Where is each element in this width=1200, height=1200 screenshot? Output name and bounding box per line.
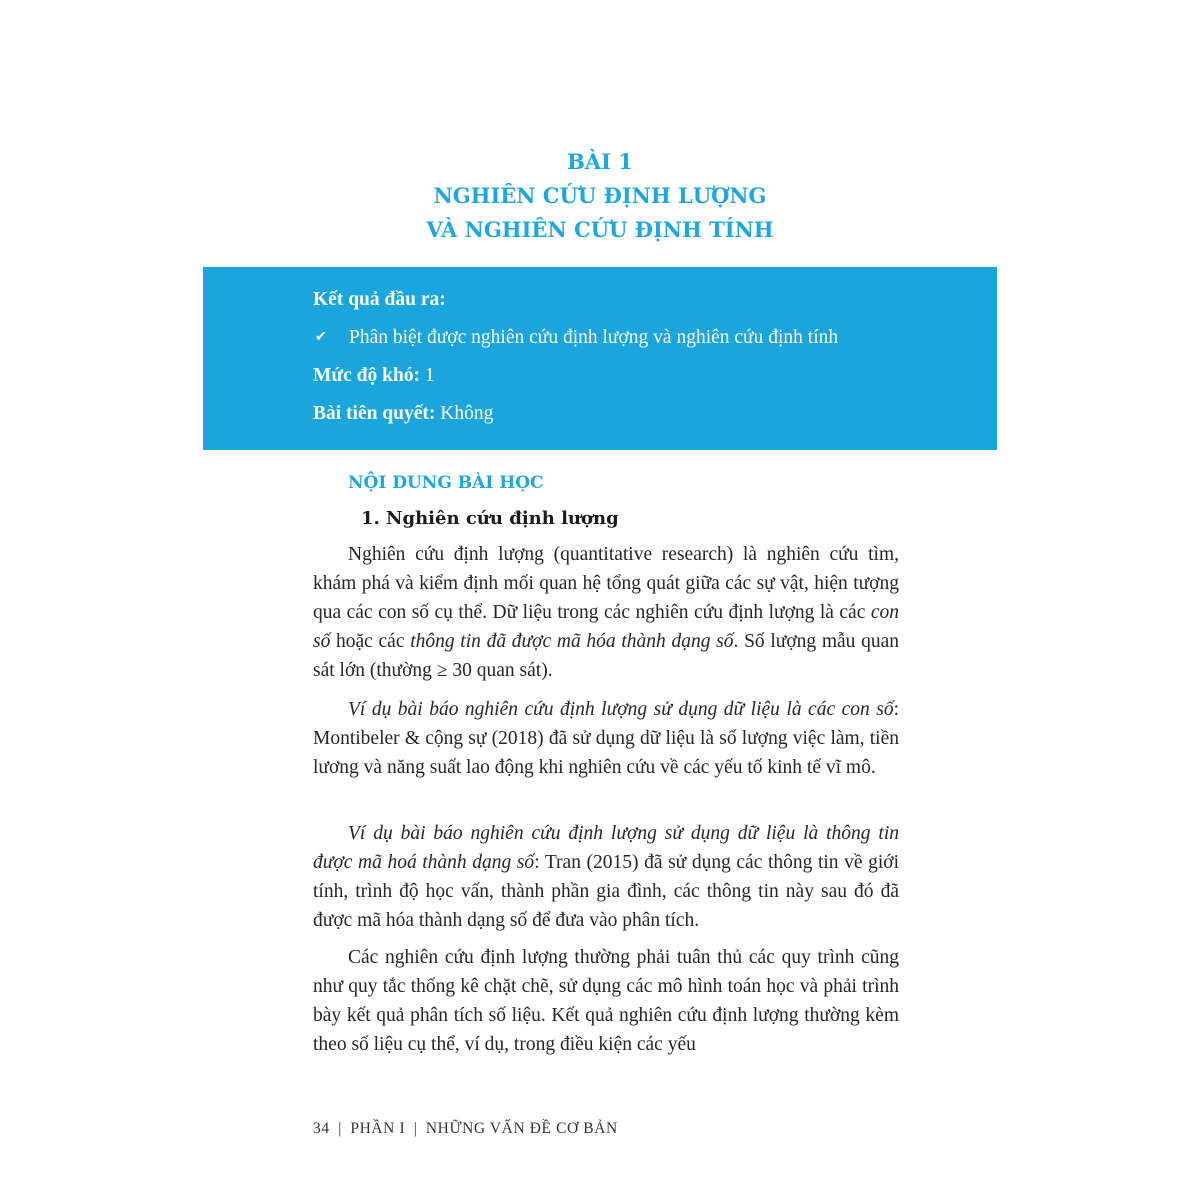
outcome-item	[313, 325, 997, 363]
page-number: 34	[313, 1120, 330, 1137]
paragraph-1-italic-d: thông tin đã được mã hóa thành dạng số	[410, 631, 734, 652]
paragraph-1-italic-b: con số	[313, 602, 899, 652]
lesson-title	[0, 145, 1200, 247]
paragraph-1-text-e: . Số lượng mẫu quan sát lớn (thường ≥ 30 quan sát).	[313, 631, 900, 681]
lesson-number: BÀI 1	[567, 149, 633, 174]
footer-separator-2: |	[413, 1120, 418, 1137]
footer-part-title: NHỮNG VẤN ĐỀ CƠ BẢN	[425, 1120, 618, 1137]
paragraph-3-text: : Tran (2015) đã sử dụng các thông tin về giới tính, trình độ học vấn, thành phần gia đình, các thông tin này sau đó đã được mã hóa thành dạng số để đưa vào phân tích.	[313, 852, 899, 931]
difficulty-label: Mức độ khó:	[313, 365, 421, 386]
difficulty-row	[313, 363, 997, 401]
lesson-title-line-1: NGHIÊN CỨU ĐỊNH LƯỢNG	[433, 183, 767, 208]
footer-separator-1: |	[338, 1120, 342, 1137]
paragraph-1	[313, 540, 899, 685]
prerequisite-label: Bài tiên quyết:	[313, 403, 436, 424]
paragraph-3-italic: Ví dụ bài báo nghiên cứu định lượng sử dụng dữ liệu là thông tin được mã hoá thành dạng số	[313, 823, 899, 873]
paragraph-1-text-a: Nghiên cứu định lượng (quantitative research) là nghiên cứu tìm, khám phá và kiểm định mối quan hệ tổng quát giữa các sự vật, hiện tượng qua các con số cụ thể. Dữ liệu trong các nghiên cứu định lượng là các	[313, 544, 899, 623]
prerequisite-value: Không	[440, 403, 494, 424]
paragraph-2-text: : Montibeler & cộng sự (2018) đã sử dụng dữ liệu là số lượng việc làm, tiền lương và năng suất lao động khi nghiên cứu về các yếu tố kinh tế vĩ mô.	[313, 699, 899, 778]
page-footer	[313, 1120, 618, 1138]
paragraph-2-italic: Ví dụ bài báo nghiên cứu định lượng sử dụng dữ liệu là các con số	[348, 699, 894, 720]
footer-part: PHẦN I	[350, 1120, 406, 1137]
prerequisite-row	[313, 401, 997, 439]
section-heading: NỘI DUNG BÀI HỌC	[348, 473, 544, 493]
difficulty-value: 1	[424, 365, 435, 386]
sub-heading: 1. Nghiên cứu định lượng	[361, 508, 619, 529]
check-icon: ✔	[315, 330, 327, 345]
paragraph-1-text-c: hoặc các	[330, 631, 411, 652]
lesson-title-line-2: VÀ NGHIÊN CỨU ĐỊNH TÍNH	[426, 217, 774, 242]
outcomes-label: Kết quả đầu ra:	[313, 289, 446, 310]
outcome-item-text: Phân biệt được nghiên cứu định lượng và nghiên cứu định tính	[349, 327, 839, 348]
paragraph-3	[313, 819, 899, 935]
paragraph-2	[313, 695, 899, 782]
learning-outcomes-box	[203, 267, 997, 450]
paragraph-4: Các nghiên cứu định lượng thường phải tuân thủ các quy trình cũng như quy tắc thống kê chặt chẽ, sử dụng các mô hình toán học và phải trình bày kết quả phân tích số liệu. Kết quả nghiên cứu định lượng thường kèm theo số liệu cụ thể, ví dụ, trong điều kiện các yếu	[313, 947, 899, 1055]
outcomes-label-row	[313, 287, 997, 325]
